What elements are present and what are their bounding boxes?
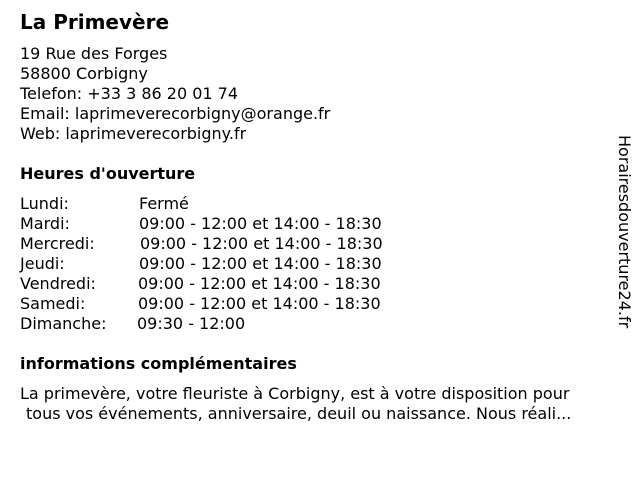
hours-row-wednesday	[20, 234, 440, 254]
hours-time-value: Fermé	[139, 194, 189, 213]
street-address: 19 Rue des Forges	[20, 44, 168, 63]
info-description-line: tous vos événements, anniversaire, deuil ou naissance. Nous réali...	[26, 404, 572, 423]
hours-time-value: 09:00 - 12:00 et 14:00 - 18:30	[140, 234, 383, 253]
hours-row-saturday	[20, 294, 440, 314]
phone-number[interactable]: Telefon: +33 3 86 20 01 74	[20, 84, 239, 103]
hours-time-value: 09:00 - 12:00 et 14:00 - 18:30	[139, 214, 382, 233]
hours-row-friday	[20, 274, 440, 294]
hours-day-label: Vendredi:	[20, 274, 96, 293]
info-description-line: La primevère, votre fleuriste à Corbigny, est à votre disposition pour	[20, 384, 570, 403]
info-heading: informations complémentaires	[20, 354, 297, 373]
hours-day-label: Dimanche:	[20, 314, 107, 333]
business-name: La Primevère	[20, 10, 170, 34]
website-link[interactable]: Web: laprimeverecorbigny.fr	[20, 124, 247, 143]
side-brand-link[interactable]: Horairesdouverture24.fr	[615, 135, 634, 329]
hours-time-value: 09:00 - 12:00 et 14:00 - 18:30	[138, 274, 381, 293]
hours-day-label: Mardi:	[20, 214, 70, 233]
hours-row-monday	[20, 194, 440, 214]
hours-heading: Heures d'ouverture	[20, 164, 196, 183]
hours-table	[20, 194, 440, 334]
hours-time-value: 09:00 - 12:00 et 14:00 - 18:30	[139, 254, 382, 273]
hours-time-value: 09:30 - 12:00	[137, 314, 246, 333]
hours-row-tuesday	[20, 214, 440, 234]
hours-day-label: Samedi:	[20, 294, 86, 313]
hours-day-label: Mercredi:	[20, 234, 95, 253]
hours-row-thursday	[20, 254, 440, 274]
address-block	[20, 44, 330, 144]
hours-row-sunday	[20, 314, 440, 334]
hours-day-label: Lundi:	[20, 194, 69, 213]
info-description	[20, 384, 622, 424]
city-address: 58800 Corbigny	[20, 64, 148, 83]
hours-day-label: Jeudi:	[20, 254, 65, 273]
email-link[interactable]: Email: laprimeverecorbigny@orange.fr	[20, 104, 331, 123]
hours-time-value: 09:00 - 12:00 et 14:00 - 18:30	[138, 294, 381, 313]
